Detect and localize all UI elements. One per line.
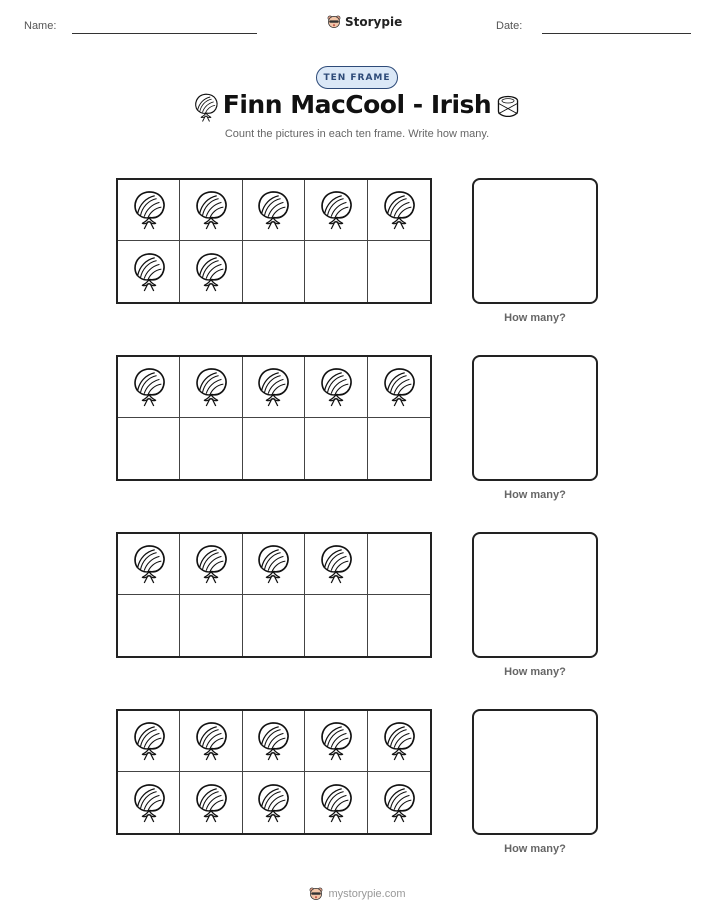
answer-box-1[interactable] — [472, 178, 598, 304]
ten-frame-cell — [118, 595, 180, 656]
ten-frame-cell — [305, 595, 367, 656]
bonnet-icon — [317, 781, 355, 825]
ten-frame-cell — [243, 418, 305, 479]
bonnet-icon — [130, 250, 168, 294]
bonnet-icon — [130, 188, 168, 232]
ten-frame-cell — [368, 711, 430, 772]
ten-frame-cell — [118, 180, 180, 241]
ten-frame-cell — [305, 711, 367, 772]
ten-frame-cell — [243, 180, 305, 241]
instructions: Count the pictures in each ten frame. Write how many. — [224, 128, 490, 140]
ten-frame-cell — [180, 241, 242, 302]
ten-frame-cell — [118, 772, 180, 833]
ten-frame-cell — [180, 357, 242, 418]
bonnet-icon — [380, 781, 418, 825]
ten-frame-4 — [116, 709, 432, 835]
ten-frame-cell — [368, 357, 430, 418]
bonnet-icon — [380, 365, 418, 409]
ten-frame-cell — [305, 241, 367, 302]
bonnet-icon — [192, 781, 230, 825]
bonnet-icon — [130, 719, 168, 763]
bonnet-icon — [130, 365, 168, 409]
footer — [0, 885, 714, 903]
bonnet-icon — [254, 719, 292, 763]
ten-frame-2 — [116, 355, 432, 481]
answer-box-3[interactable] — [472, 532, 598, 658]
bonnet-icon — [192, 250, 230, 294]
ten-frame-cell — [243, 241, 305, 302]
bonnet-icon — [380, 719, 418, 763]
date-line[interactable] — [542, 33, 691, 34]
ten-frame-cell — [368, 772, 430, 833]
ten-frame-cell — [305, 534, 367, 595]
ten-frame-cell — [243, 595, 305, 656]
bonnet-icon — [130, 542, 168, 586]
ten-frame-cell — [180, 711, 242, 772]
ten-frame-cell — [180, 418, 242, 479]
storypie-mascot-icon — [308, 885, 324, 903]
ten-frame-cell — [180, 772, 242, 833]
page-title: Finn MacCool - Irish — [222, 90, 492, 119]
bonnet-icon — [317, 719, 355, 763]
bonnet-icon — [254, 542, 292, 586]
ten-frame-cell — [118, 357, 180, 418]
name-label: Name: — [24, 20, 57, 32]
bonnet-icon — [317, 188, 355, 232]
how-many-label: How many? — [504, 489, 566, 501]
ten-frame-cell — [368, 418, 430, 479]
ten-frame-cell — [180, 595, 242, 656]
ten-frame-cell — [180, 180, 242, 241]
bonnet-icon — [254, 188, 292, 232]
how-many-label: How many? — [504, 312, 566, 324]
ten-frame-cell — [305, 180, 367, 241]
ten-frame-3 — [116, 532, 432, 658]
ten-frame-cell — [368, 241, 430, 302]
bonnet-icon — [192, 188, 230, 232]
storypie-mascot-icon — [326, 13, 342, 31]
ten-frame-cell — [368, 595, 430, 656]
ten-frame-cell — [118, 418, 180, 479]
bonnet-icon — [380, 188, 418, 232]
bonnet-icon — [192, 365, 230, 409]
bonnet-icon — [254, 781, 292, 825]
bonnet-icon — [192, 542, 230, 586]
ten-frame-cell — [305, 418, 367, 479]
worksheet-type-badge: TEN FRAME — [316, 66, 398, 89]
ten-frame-cell — [180, 534, 242, 595]
bonnet-icon — [130, 781, 168, 825]
how-many-label: How many? — [504, 666, 566, 678]
bonnet-icon — [317, 365, 355, 409]
footer-url: mystorypie.com — [328, 888, 406, 900]
how-many-label: How many? — [504, 843, 566, 855]
ten-frame-cell — [305, 772, 367, 833]
ten-frame-cell — [118, 241, 180, 302]
name-line[interactable] — [72, 33, 257, 34]
ten-frame-1 — [116, 178, 432, 304]
brand-name: Storypie — [345, 15, 403, 29]
ten-frame-cell — [118, 711, 180, 772]
date-label: Date: — [496, 20, 523, 32]
bonnet-icon — [192, 719, 230, 763]
ten-frame-cell — [305, 357, 367, 418]
bonnet-icon — [254, 365, 292, 409]
bonnet-icon — [317, 542, 355, 586]
ten-frame-cell — [243, 357, 305, 418]
ten-frame-cell — [368, 180, 430, 241]
brand-logo — [326, 13, 402, 31]
ten-frame-cell — [243, 711, 305, 772]
ten-frame-cell — [368, 534, 430, 595]
answer-box-2[interactable] — [472, 355, 598, 481]
ten-frame-cell — [118, 534, 180, 595]
drum-icon — [495, 93, 521, 119]
ten-frame-cell — [243, 772, 305, 833]
answer-box-4[interactable] — [472, 709, 598, 835]
ten-frame-cell — [243, 534, 305, 595]
